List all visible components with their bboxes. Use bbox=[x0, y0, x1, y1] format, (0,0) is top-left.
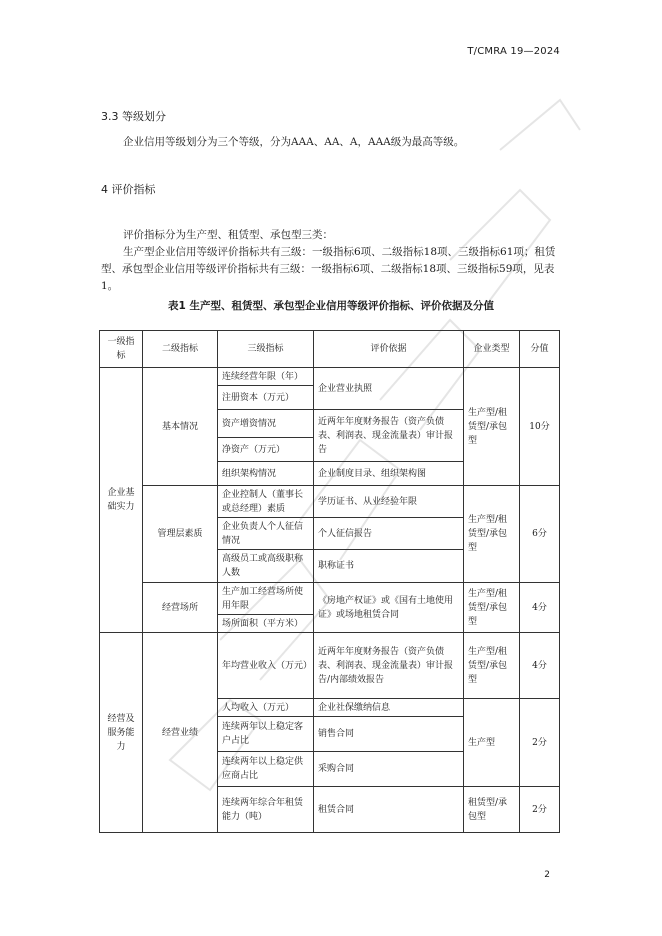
basis-cell: 《房地产权证》或《国有土地使用证》或场地租赁合同 bbox=[314, 583, 464, 633]
page-number: 2 bbox=[544, 870, 550, 880]
level3-cell: 企业负责人个人征信情况 bbox=[218, 518, 314, 550]
type-cell: 生产型/租赁型/承包型 bbox=[464, 486, 520, 583]
header-cell: 二级指标 bbox=[143, 331, 218, 368]
level3-cell: 场所面积（平方米） bbox=[218, 615, 314, 633]
level3-cell: 组织架构情况 bbox=[218, 462, 314, 486]
level2-cell: 经营场所 bbox=[143, 583, 218, 633]
level1-cell: 经营及服务能力 bbox=[100, 633, 143, 833]
level1-cell: 企业基础实力 bbox=[100, 368, 143, 633]
header-cell: 三级指标 bbox=[218, 331, 314, 368]
table-caption: 表1 生产型、租赁型、承包型企业信用等级评价指标、评价依据及分值 bbox=[168, 300, 494, 312]
level3-cell: 资产增资情况 bbox=[218, 410, 314, 438]
basis-cell: 企业营业执照 bbox=[314, 368, 464, 410]
score-cell: 4分 bbox=[520, 633, 560, 699]
level3-cell: 连续两年以上稳定供应商占比 bbox=[218, 752, 314, 787]
level3-cell: 连续经营年限（年） bbox=[218, 368, 314, 386]
level3-cell: 企业控制人（董事长或总经理）素质 bbox=[218, 486, 314, 518]
basis-cell: 近两年年度财务报告（资产负债表、利润表、现金流量表）审计报告 bbox=[314, 410, 464, 462]
section-3-3-heading: 3.3 等级划分 bbox=[101, 110, 166, 123]
basis-cell: 租赁合同 bbox=[314, 787, 464, 833]
score-cell: 2分 bbox=[520, 787, 560, 833]
type-cell: 租赁型/承包型 bbox=[464, 787, 520, 833]
document-code: T/CMRA 19—2024 bbox=[467, 46, 560, 57]
score-cell: 6分 bbox=[520, 486, 560, 583]
section-4-heading: 4 评价指标 bbox=[101, 183, 156, 196]
section-4-para1: 评价指标分为生产型、租赁型、承包型三类： bbox=[123, 229, 333, 241]
basis-cell: 学历证书、从业经验年限 bbox=[314, 486, 464, 518]
level3-cell: 注册资本（万元） bbox=[218, 386, 314, 410]
basis-cell: 销售合同 bbox=[314, 717, 464, 752]
header-cell: 一级指标 bbox=[100, 331, 143, 368]
score-cell: 10分 bbox=[520, 368, 560, 486]
level3-cell: 年均营业收入（万元） bbox=[218, 633, 314, 699]
type-cell: 生产型 bbox=[464, 699, 520, 787]
level3-cell: 连续两年综合年租赁能力（吨） bbox=[218, 787, 314, 833]
type-cell: 生产型/租赁型/承包型 bbox=[464, 583, 520, 633]
section-4-para2: 生产型企业信用等级评价指标共有三级：一级指标6项、二级指标18项、三级指标61项；租赁型、承包型企业信用等级评价指标共有三级：一级指标6项、二级指标18项、三级指标59项，见表1。 bbox=[101, 246, 556, 292]
table-row bbox=[100, 633, 560, 699]
level3-cell: 高级员工或高级职称人数 bbox=[218, 550, 314, 583]
evaluation-table bbox=[99, 330, 560, 833]
level2-cell: 管理层素质 bbox=[143, 486, 218, 583]
basis-cell: 职称证书 bbox=[314, 550, 464, 583]
table-row bbox=[100, 486, 560, 518]
level3-cell: 生产加工经营场所使用年限 bbox=[218, 583, 314, 615]
table-row bbox=[100, 583, 560, 615]
basis-cell: 采购合同 bbox=[314, 752, 464, 787]
section-3-3-text: 企业信用等级划分为三个等级，分为AAA、AA、A，AAA级为最高等级。 bbox=[123, 136, 465, 148]
header-cell: 分值 bbox=[520, 331, 560, 368]
basis-cell: 近两年年度财务报告（资产负债表、利润表、现金流量表）审计报告/内部绩效报告 bbox=[314, 633, 464, 699]
score-cell: 4分 bbox=[520, 583, 560, 633]
level3-cell: 人均收入（万元） bbox=[218, 699, 314, 717]
level2-cell: 经营业绩 bbox=[143, 633, 218, 833]
level3-cell: 净资产（万元） bbox=[218, 438, 314, 462]
table-row bbox=[100, 368, 560, 386]
basis-cell: 企业社保缴纳信息 bbox=[314, 699, 464, 717]
header-cell: 企业类型 bbox=[464, 331, 520, 368]
level2-cell: 基本情况 bbox=[143, 368, 218, 486]
type-cell: 生产型/租赁型/承包型 bbox=[464, 368, 520, 486]
basis-cell: 企业制度目录、组织架构图 bbox=[314, 462, 464, 486]
level3-cell: 连续两年以上稳定客户占比 bbox=[218, 717, 314, 752]
type-cell: 生产型/租赁型/承包型 bbox=[464, 633, 520, 699]
score-cell: 2分 bbox=[520, 699, 560, 787]
basis-cell: 个人征信报告 bbox=[314, 518, 464, 550]
table-header-row bbox=[100, 331, 560, 368]
header-cell: 评价依据 bbox=[314, 331, 464, 368]
